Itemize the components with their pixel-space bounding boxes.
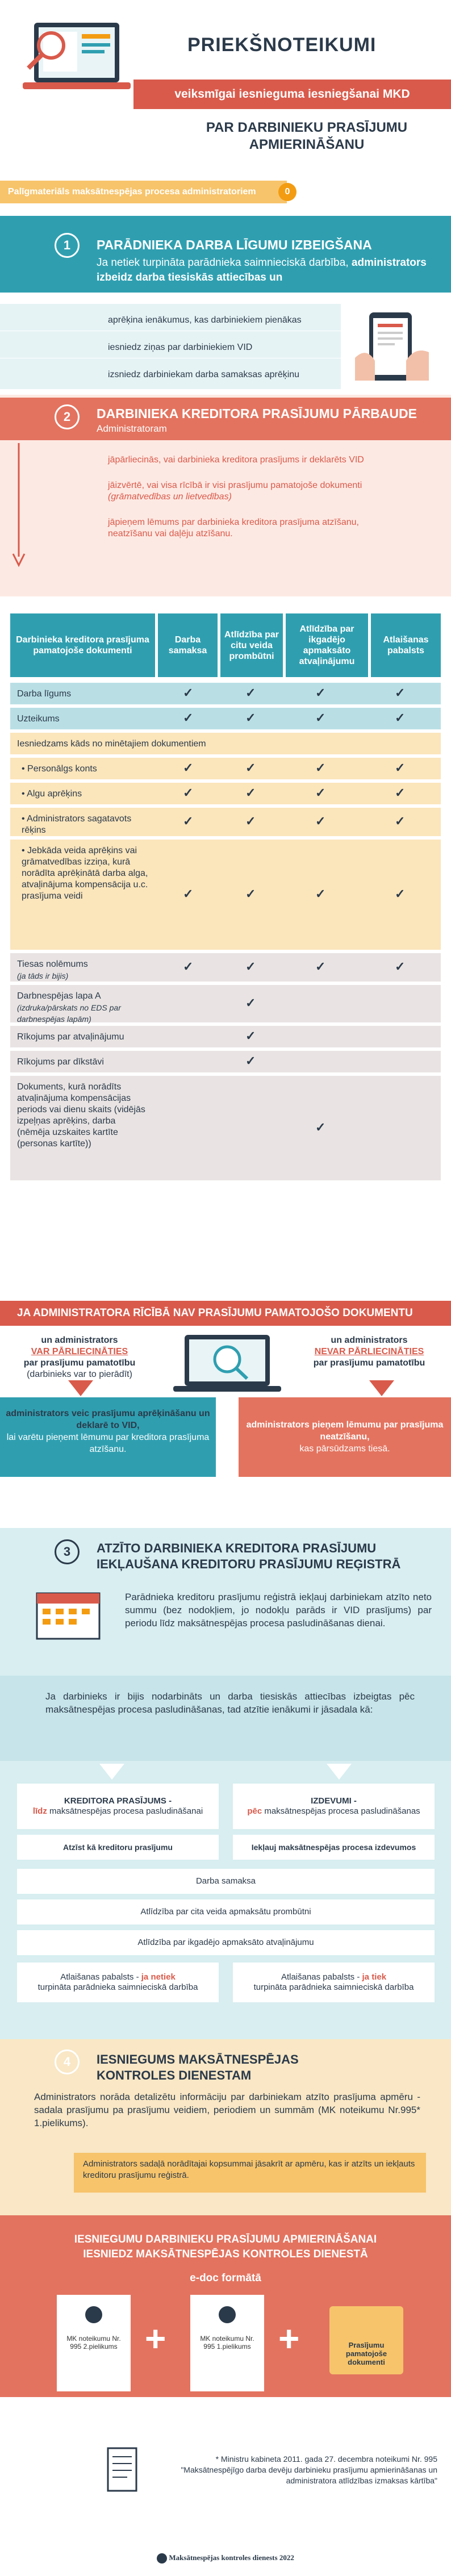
checkmark-icon: ✓ [245, 959, 256, 974]
row-label-text: Tiesas nolēmums [17, 959, 88, 969]
checkmark-icon: ✓ [395, 814, 406, 828]
row-label [22, 763, 152, 775]
doc3-label: Prasījumu pamatojoše dokumenti [345, 2341, 387, 2366]
checkmark-icon: ✓ [395, 761, 406, 775]
document-card [57, 2295, 131, 2391]
table-header: Atlaišanas pabalsts [371, 613, 441, 677]
row-label [17, 1082, 148, 1150]
s3-bl-b: turpināta parādnieka saimnieciskā darbība [37, 1982, 198, 1992]
scroll-document-icon [102, 2445, 142, 2496]
checkmark-icon: ✓ [395, 686, 406, 700]
header [0, 0, 451, 197]
row-label [17, 688, 148, 700]
left-note: (darbinieks var to pierādīt) [27, 1370, 132, 1379]
s2-item [108, 480, 437, 503]
s3-title-line2: IEKĻAUŠANA KREDITORU PRASĪJUMU REĢISTRĀ [97, 1557, 401, 1571]
table-row [10, 1051, 441, 1072]
row-label [22, 845, 152, 902]
s4-note: Administrators sadaļā norādītajai kopsummai jāsakrīt ar apmēru, kas ir atzīts un iekļauts kreditoru prasījumu reģistrā. [74, 2153, 426, 2193]
s4-title-line2: KONTROLES DIENESTAM [97, 2068, 252, 2082]
checkmark-icon: ✓ [315, 786, 326, 800]
page-title: PRIEKŠNOTEIKUMI [187, 34, 377, 56]
section2-number: 2 [55, 404, 80, 429]
s3-right-rest: maksātnespējas procesa pasludināšanas [264, 1806, 420, 1816]
checkmark-icon: ✓ [245, 887, 256, 901]
seal-icon [219, 2306, 236, 2323]
row-label-text: • Administrators sagatavots rēķins [22, 814, 132, 835]
s3-br-accent: ja tiek [362, 1972, 387, 1982]
subtitle-line2: APMIERINĀŠANU [249, 137, 365, 152]
red-line1: IESNIEGUMU DARBINIEKU PRASĪJUMU APMIERINĀŠANAI [74, 2233, 377, 2245]
no-docs-right [307, 1335, 432, 1369]
checkmark-icon: ✓ [245, 996, 256, 1010]
checkmark-icon: ✓ [183, 887, 194, 901]
section3-number: 3 [55, 1539, 80, 1564]
table-row [10, 808, 441, 836]
checkmark-icon: ✓ [245, 711, 256, 725]
checkmark-icon: ✓ [315, 814, 326, 828]
table-row [10, 1026, 441, 1047]
table-header: Darbinieka kreditora prasījuma pamatojoše dokumenti [10, 613, 155, 677]
folder-icon [329, 2306, 403, 2374]
checkmark-icon: ✓ [183, 686, 194, 700]
laptop-illustration [11, 11, 131, 108]
s3-left-head: KREDITORA PRASĪJUMS - [64, 1796, 172, 1806]
table-row [10, 953, 441, 982]
arrow-down-icon [68, 1380, 93, 1396]
s3-br-b: turpināta parādnieka saimnieciskā darbība [253, 1982, 414, 1992]
s3-left-small: Atzīst kā kreditoru prasījumu [17, 1835, 219, 1860]
section1-number: 1 [55, 233, 80, 258]
s2-item-text: jāizvērtē, vai visa rīcībā ir visi prasījumu pamatojoše dokumenti [108, 481, 362, 490]
s3-para2: Ja darbinieks ir bijis nodarbināts un darba tiesiskās attiecības izbeigtas pēc maksātnespējas procesa pasludināšanas, tad atzītie ienākumi ir jāsadala kā: [45, 1691, 415, 1715]
s3-bottom-left [17, 1963, 219, 2002]
right-accent: NEVAR PĀRLIECINĀTIES [314, 1347, 424, 1356]
s3-title-line1: ATZĪTO DARBINIEKA KREDITORA PRASĪJUMU [97, 1541, 377, 1555]
no-docs-left [17, 1335, 142, 1380]
ribbon: Palīgmateriāls maksātnespējas procesa administratoriem [0, 181, 287, 203]
checkmark-icon: ✓ [245, 1029, 256, 1043]
s3-bl-accent: ja netiek [141, 1972, 176, 1982]
table-row [10, 985, 441, 1022]
checkmark-icon: ✓ [315, 1120, 326, 1134]
table-header: Atlīdzība par ikgadējo apmaksāto atvaļinājumu [286, 613, 368, 677]
row-label [22, 788, 152, 800]
right-box-bold: administrators pieņem lēmumu par prasījuma neatzīšanu, [246, 1420, 444, 1442]
s3-br-a: Atlaišanas pabalsts - [281, 1972, 360, 1982]
subtitle [187, 119, 426, 153]
plus-icon: + [145, 2318, 166, 2359]
s3-bottom-right [233, 1963, 435, 2002]
document-card [190, 2295, 264, 2391]
no-docs-header: JA ADMINISTRATORA RĪCĪBĀ NAV PRASĪJUMU PAMATOJOŠO DOKUMENTU [0, 1301, 451, 1326]
section1-title: PARĀDNIEKA DARBA LĪGUMU IZBEIGŠANA [97, 237, 372, 252]
row-label-text: • Algu aprēķins [22, 789, 82, 799]
row-label-text: Darba līgums [17, 689, 72, 699]
table-row [10, 840, 441, 950]
row-label-text: Iesniedzams kāds no minētajiem dokumentiem [17, 739, 206, 749]
table-row [10, 758, 441, 779]
row-label [17, 713, 148, 725]
checkmark-icon: ✓ [183, 711, 194, 725]
row-label-text: Dokuments, kurā norādīts atvaļinājuma kompensācijas periods vai dienu skaits (vidējās izpeļņas aprēķins, darba (nēmēja uzskaites kartīte (personas kartīte)) [17, 1082, 145, 1149]
checkmark-icon: ✓ [315, 887, 326, 901]
left-top: un administrators [41, 1335, 118, 1345]
arrow-down-icon [99, 1764, 124, 1780]
seal-icon [85, 2306, 102, 2323]
plus-icon: + [278, 2318, 300, 2359]
red-line2: IESNIEDZ MAKSĀTNESPĒJAS KONTROLES DIENESTĀ [83, 2248, 368, 2260]
format-label: e-doc formātā [190, 2272, 261, 2284]
checkmark-icon: ✓ [245, 686, 256, 700]
s1-text-bold: administrators izbeidz darba tiesiskās attiecības un [97, 257, 427, 283]
left-box-rest: lai varētu pieņemt lēmumu par kreditora prasījuma atzīšanu. [6, 1433, 210, 1454]
submission-title [0, 2232, 451, 2262]
row-label-text: • Jebkāda veida aprēķins vai grāmatvedības izziņa, kurā norādīta aprēķinātā darba alga, atvaļinājuma kompensācija u.c. prasījuma veidi [22, 846, 148, 901]
s2-item [108, 454, 437, 466]
s3-right-head: IZDEVUMI - [311, 1796, 357, 1806]
row-label [17, 991, 148, 1025]
s1-bullet: izsniedz darbiniekam darba samaksas aprēķinu [108, 370, 300, 379]
section2-subtitle: Administratoram [97, 423, 167, 434]
s1-bullet: aprēķina ienākumus, kas darbiniekiem pienākas [0, 310, 341, 331]
row-label-text: Darbnespējas lapa A [17, 991, 101, 1001]
table-row [10, 1076, 441, 1180]
checkmark-icon: ✓ [245, 814, 256, 828]
s3-right-small: Iekļauj maksātnespējas procesa izdevumos [233, 1835, 435, 1860]
section4-title [97, 2052, 299, 2084]
table-row [10, 783, 441, 804]
right-box-text [244, 1419, 445, 1455]
footnote: * Ministru kabineta 2011. gada 27. decembra noteikumi Nr. 995 "Maksātnespējīgo darba devēju darbinieku prasījumu apmierināšanas un administratora atlīdzības izmaksas kārtība" [181, 2454, 437, 2485]
s3-row: Darba samaksa [17, 1869, 435, 1894]
checkmark-icon: ✓ [395, 711, 406, 725]
left-box-bold: administrators veic prasījumu aprēķināšanu un deklarē to VID, [6, 1409, 210, 1430]
footer-text: Maksātnespējas kontroles dienests 2022 [169, 2553, 294, 2562]
right-rest: par prasījumu pamatotību [313, 1358, 425, 1368]
ribbon-number: 0 [278, 183, 297, 201]
checkmark-icon: ✓ [395, 887, 406, 901]
subtitle-line1: PAR DARBINIEKU PRASĪJUMU [206, 120, 408, 135]
row-label [22, 813, 152, 836]
checkmark-icon: ✓ [315, 959, 326, 974]
left-rest: par prasījumu pamatotību [23, 1358, 136, 1368]
table-header: Darba samaksa [158, 613, 218, 677]
row-note: (ja tāds ir bijis) [17, 971, 69, 980]
laptop-search-icon [173, 1332, 281, 1395]
section2-title: DARBINIEKA KREDITORA PRASĪJUMU PĀRBAUDE [97, 406, 417, 421]
s2-item-text: jāpieņem lēmums par darbinieka kreditora prasījuma atzīšanu, [108, 517, 359, 527]
row-label-text: • Personālgs konts [22, 764, 97, 774]
s2-item-note: neatzīšanu vai daļēju atzīšanu. [108, 529, 233, 538]
arrow-down-icon [10, 443, 27, 568]
right-box-rest: kas pārsūdzams tiesā. [299, 1444, 390, 1454]
row-label [17, 1057, 148, 1068]
s2-item [108, 517, 437, 540]
table-row [10, 683, 441, 704]
s3-right-panel [233, 1784, 435, 1829]
checkmark-icon: ✓ [245, 786, 256, 800]
s2-item-note: (grāmatvedības un lietvedības) [108, 492, 232, 502]
checkmark-icon: ✓ [245, 1054, 256, 1068]
s3-row: Atlīdzība par cita veida apmaksātu prombūtni [17, 1899, 435, 1924]
row-label [17, 959, 148, 982]
arrow-down-icon [327, 1764, 352, 1780]
s3-left-rest: maksātnespējas procesa pasludināšanai [49, 1806, 203, 1816]
s3-para1: Parādnieka kreditoru prasījumu reģistrā iekļauj darbiniekam atzīto neto summu (bez nodokļiem, jo nodokļu parāds ir VID prasījums) par periodu līdz maksātnespējas procesa pasludināšanas dienai. [125, 1592, 432, 1629]
checkmark-icon: ✓ [183, 814, 194, 828]
row-label [17, 738, 432, 750]
table-row [10, 733, 441, 754]
s1-bullet: iesniedz ziņas par darbiniekiem VID [0, 337, 341, 358]
table-row [10, 708, 441, 729]
checkmark-icon: ✓ [245, 761, 256, 775]
phone-document-icon [349, 307, 435, 392]
s4-title-line1: IESNIEGUMS MAKSĀTNESPĒJAS [97, 2052, 299, 2066]
doc-label: MK noteikumu Nr. 995 2.pielikums [66, 2335, 121, 2350]
s3-bl-a: Atlaišanas pabalsts - [60, 1972, 139, 1982]
doc-label: MK noteikumu Nr. 995 1.pielikums [200, 2335, 254, 2350]
checkmark-icon: ✓ [395, 959, 406, 974]
checkmark-icon: ✓ [315, 761, 326, 775]
red-band: veiksmīgai iesnieguma iesniegšanai MKD [133, 80, 451, 109]
row-label-text: Rīkojums par dīkstāvi [17, 1057, 104, 1067]
section3-title [97, 1540, 400, 1572]
logo-icon [157, 2553, 167, 2564]
calendar-icon [34, 1585, 102, 1642]
checkmark-icon: ✓ [183, 959, 194, 974]
row-label [17, 1032, 148, 1043]
s3-row: Atlīdzība par ikgadējo apmaksāto atvaļinājumu [17, 1930, 435, 1955]
s2-item-text: jāpārliecinās, vai darbinieka kreditora prasījums ir deklarēts VID [108, 455, 364, 465]
section1-text [97, 256, 437, 285]
table-header: Atlīdzība par citu veida prombūtni [220, 613, 283, 677]
checkmark-icon: ✓ [395, 786, 406, 800]
s3-left-accent: līdz [32, 1806, 47, 1816]
s1-text-plain: Ja netiek turpināta parādnieka saimnieciskā darbība, [97, 257, 349, 269]
row-label-text: Rīkojums par atvaļinājumu [17, 1032, 124, 1042]
row-label-text: Uzteikums [17, 714, 60, 724]
arrow-down-icon [369, 1380, 394, 1396]
s4-para: Administrators norāda detalizētu informāciju par darbiniekam atzīto prasījuma apmēru - sadala prasījumu pa prasījumu veidiem, periodiem un summām (MK noteikumu Nr.995* 1.pielikums). [34, 2091, 420, 2128]
s3-left-panel [17, 1784, 219, 1829]
row-note: (izdruka/pārskats no EDS par darbnespējas lapām) [17, 1003, 121, 1024]
section4-number: 4 [55, 2049, 80, 2074]
checkmark-icon: ✓ [183, 786, 194, 800]
left-box-text [6, 1408, 210, 1455]
left-accent: VAR PĀRLIECINĀTIES [31, 1347, 128, 1356]
s3-para2-bg [0, 1676, 451, 1761]
checkmark-icon: ✓ [315, 711, 326, 725]
checkmark-icon: ✓ [315, 686, 326, 700]
checkmark-icon: ✓ [183, 761, 194, 775]
footer [0, 2553, 451, 2576]
s3-right-accent: pēc [247, 1806, 262, 1816]
right-top: un administrators [331, 1335, 408, 1345]
